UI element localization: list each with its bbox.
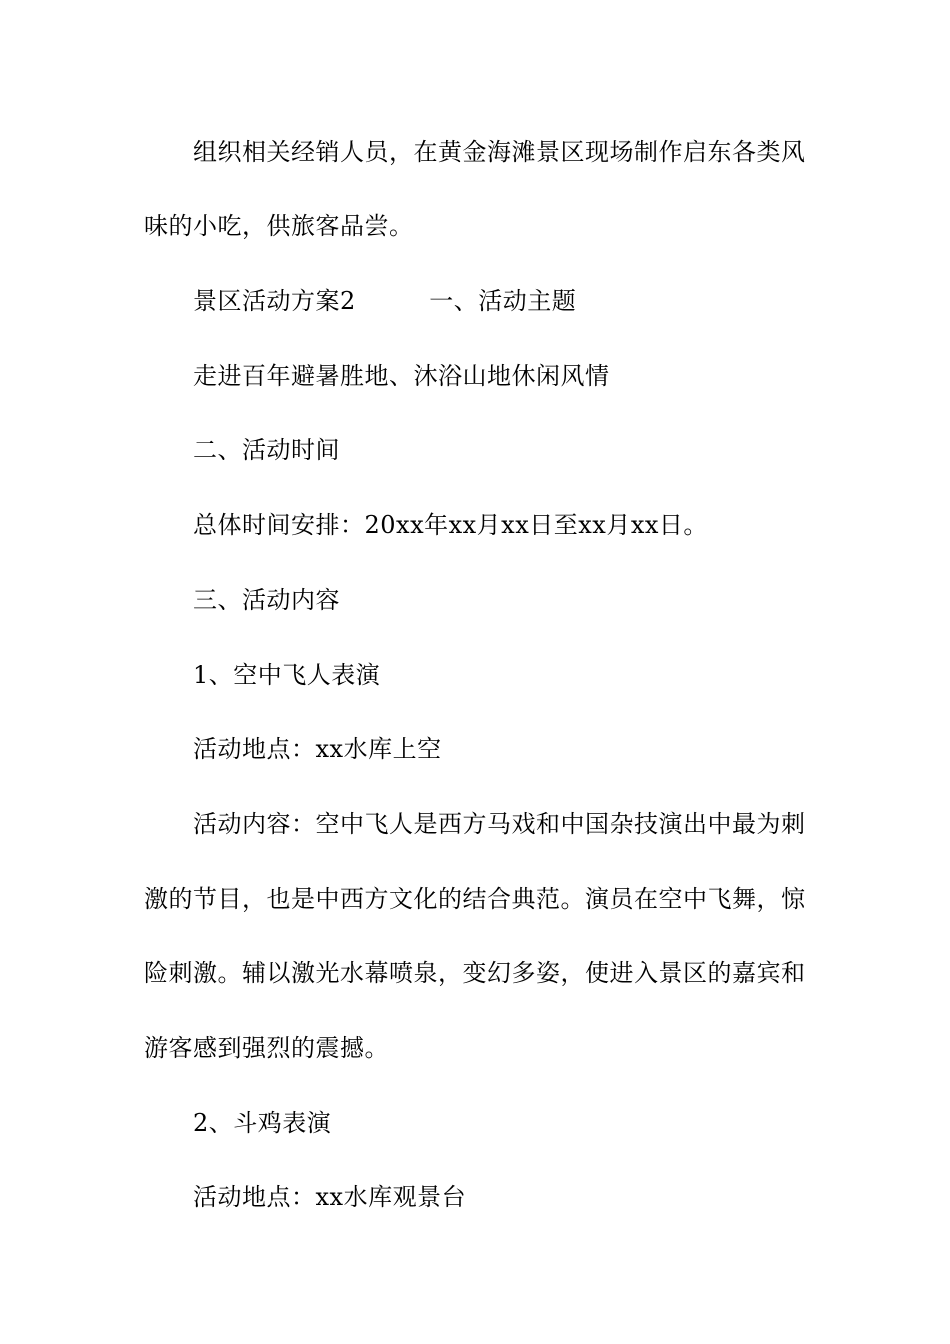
paragraph-line: 总体时间安排：20xx年xx月xx日至xx月xx日。	[193, 511, 708, 539]
subsection-heading: 1、空中飞人表演	[193, 661, 381, 689]
subsection-heading: 2、斗鸡表演	[193, 1109, 332, 1137]
paragraph-line: 走进百年避暑胜地、沐浴山地休闲风情	[193, 362, 610, 390]
paragraph-line: 激的节目，也是中西方文化的结合典范。演员在空中飞舞，惊	[144, 885, 806, 913]
paragraph-line: 活动地点：xx水库上空	[193, 735, 442, 763]
paragraph-line: 组织相关经销人员，在黄金海滩景区现场制作启东各类风	[193, 138, 806, 166]
paragraph-line: 游客感到强烈的震撼。	[144, 1034, 389, 1062]
section-heading: 二、活动时间	[193, 436, 340, 464]
paragraph-line: 味的小吃，供旅客品尝。	[144, 212, 414, 240]
section-heading: 三、活动内容	[193, 586, 340, 614]
paragraph-line: 活动内容：空中飞人是西方马戏和中国杂技演出中最为刺	[193, 810, 806, 838]
paragraph-line: 险刺激。辅以激光水幕喷泉，变幻多姿，使进入景区的嘉宾和	[144, 959, 806, 987]
paragraph-line: 活动地点：xx水库观景台	[193, 1183, 467, 1211]
section-heading: 景区活动方案2 一、活动主题	[193, 287, 577, 315]
